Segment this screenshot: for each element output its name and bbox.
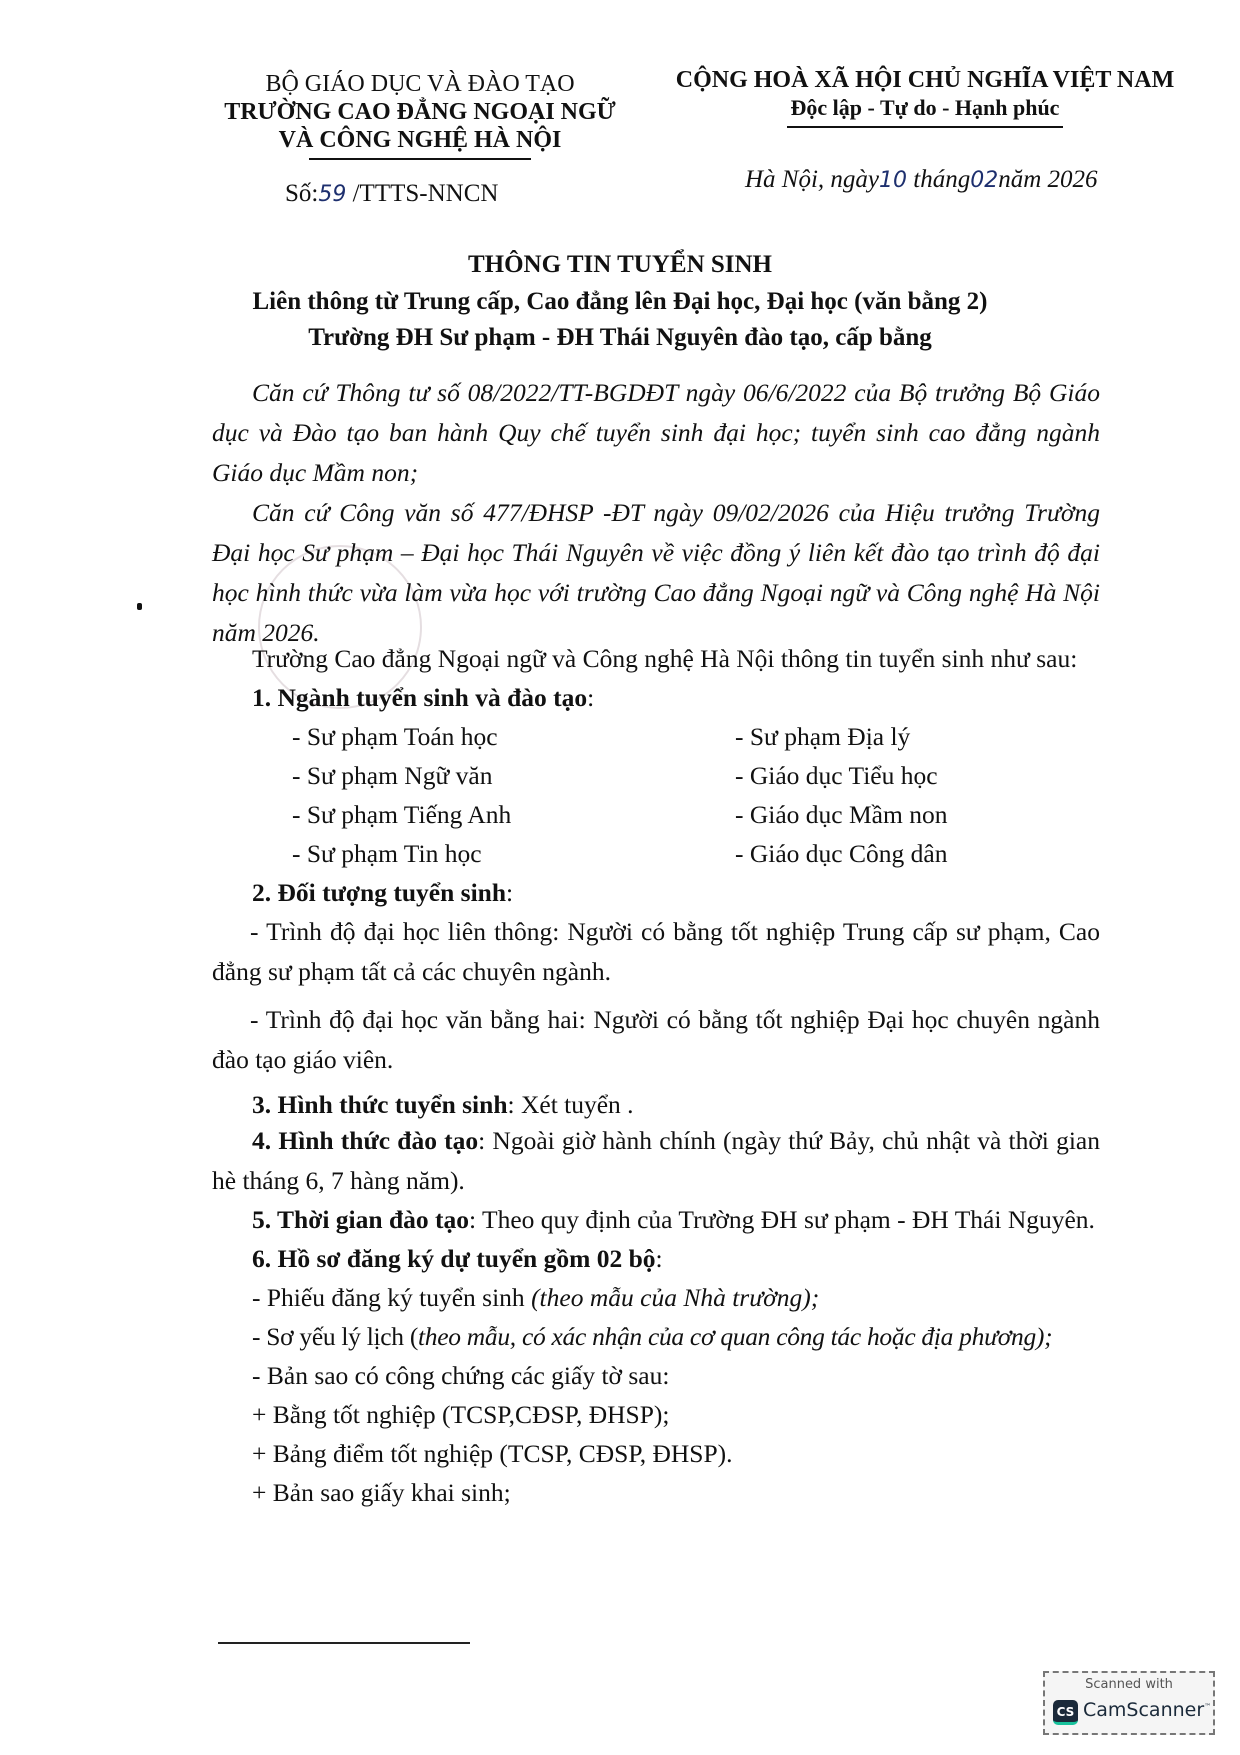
document-number <box>285 180 498 208</box>
section5-text: : Theo quy định của Trường ĐH sư phạm - ĐH Thái Nguyên. <box>469 1205 1095 1234</box>
section2-item-1: - Trình độ đại học liên thông: Người có bằng tốt nghiệp Trung cấp sư phạm, Cao đẳng sư phạm tất cả các chuyên ngành. <box>212 917 1100 986</box>
camscanner-logo-icon: CS <box>1053 1700 1078 1725</box>
major-item: - Sư phạm Địa lý <box>735 722 911 751</box>
brand-name: CamScanner <box>1083 1699 1205 1721</box>
major-item: - Sư phạm Toán học <box>292 722 498 751</box>
section1-colon: : <box>587 683 595 712</box>
dossier-item <box>252 1322 1052 1352</box>
major-item: - Giáo dục Tiểu học <box>735 761 938 790</box>
basis-paragraph-1: Căn cứ Thông tư số 08/2022/TT-BGDĐT ngày 06/6/2022 của Bộ trưởng Bộ Giáo dục và Đào tạo ban hành Quy chế tuyển sinh đại học; tuyển sinh cao đẳng ngành Giáo dục Mầm non; <box>212 378 1100 487</box>
document-subtitle-2: Trường ĐH Sư phạm - ĐH Thái Nguyên đào tạo, cấp bằng <box>308 324 932 351</box>
document-date <box>745 166 1098 194</box>
section3-text: : Xét tuyển . <box>507 1090 634 1119</box>
section4-title: 4. Hình thức đào tạo <box>252 1126 479 1155</box>
section1-heading <box>252 683 594 713</box>
section4-text: : Ngoài giờ hành chính (ngày thứ Bảy, chủ nhật và thời gian hè tháng 6, 7 hàng năm). <box>212 1126 1100 1195</box>
section2-heading <box>252 878 513 908</box>
dossier-item-note: theo mẫu, có xác nhận của cơ quan công tác hoặc địa phương); <box>418 1322 1053 1351</box>
section3 <box>252 1090 634 1120</box>
section1-title: 1. Ngành tuyển sinh và đào tạo <box>252 683 588 712</box>
date-prefix: Hà Nội, ngày <box>745 166 880 193</box>
school-name-line2: VÀ CÔNG NGHỆ HÀ NỘI <box>278 127 562 153</box>
dossier-item: - Bản sao có công chứng các giấy tờ sau: <box>252 1361 670 1390</box>
section5 <box>252 1205 1095 1235</box>
number-handwritten: 59 <box>318 182 347 207</box>
header-right-rule <box>787 126 1063 128</box>
school-name-line1: TRƯỜNG CAO ĐẲNG NGOẠI NGỮ <box>224 99 616 125</box>
nation-name: CỘNG HOÀ XÃ HỘI CHỦ NGHĨA VIỆT NAM <box>675 67 1175 93</box>
section2-item-2: - Trình độ đại học văn bằng hai: Người có bằng tốt nghiệp Đại học chuyên ngành đào tạo giáo viên. <box>212 1005 1100 1074</box>
section3-title: 3. Hình thức tuyển sinh <box>252 1090 508 1119</box>
dossier-item <box>252 1283 819 1313</box>
camscanner-watermark <box>1043 1671 1215 1735</box>
dossier-item-text: - Phiếu đăng ký tuyển sinh <box>252 1283 532 1312</box>
section4 <box>212 1121 1100 1201</box>
document-title: THÔNG TIN TUYỂN SINH <box>467 251 773 278</box>
section6-title: 6. Hồ sơ đăng ký dự tuyển gồm 02 bộ <box>252 1244 656 1273</box>
major-item: - Sư phạm Tiếng Anh <box>292 800 512 829</box>
date-year: năm 2026 <box>998 166 1098 193</box>
dossier-item-text: - Sơ yếu lý lịch ( <box>252 1322 419 1351</box>
footnote-separator <box>218 1642 470 1644</box>
date-month-label: tháng <box>907 166 971 193</box>
header-left <box>190 70 650 160</box>
major-item: - Giáo dục Mầm non <box>735 800 948 829</box>
dossier-item: + Bản sao giấy khai sinh; <box>252 1478 511 1507</box>
section6-colon: : <box>655 1244 663 1273</box>
watermark-brand <box>1083 1699 1211 1721</box>
trademark-mark: ™ <box>1204 1702 1212 1711</box>
national-motto: Độc lập - Tự do - Hạnh phúc <box>790 95 1060 120</box>
document-subtitle-1: Liên thông từ Trung cấp, Cao đẳng lên Đại học, Đại học (văn bằng 2) <box>252 288 988 315</box>
section6-heading <box>252 1244 663 1274</box>
ministry-name: BỘ GIÁO DỤC VÀ ĐÀO TẠO <box>265 71 575 97</box>
watermark-caption: Scanned with <box>1085 1677 1173 1692</box>
section5-title: 5. Thời gian đào tạo <box>252 1205 469 1234</box>
dossier-item-note: (theo mẫu của Nhà trường); <box>531 1283 820 1312</box>
basis-paragraph-2: Căn cứ Công văn số 477/ĐHSP -ĐT ngày 09/02/2026 của Hiệu trưởng Trường Đại học Sư phạm – Đại học Thái Nguyên về việc đồng ý liên kết đào tạo trình độ đại học hình thức vừa làm vừa học với trường Cao đẳng Ngoại ngữ và Công nghệ Hà Nội năm 2026. <box>212 498 1100 647</box>
date-day: 10 <box>879 168 908 193</box>
major-item: - Sư phạm Tin học <box>292 839 482 868</box>
section2-title: 2. Đối tượng tuyển sinh <box>252 878 507 907</box>
number-suffix: /TTTS-NNCN <box>346 180 499 207</box>
date-month: 02 <box>970 168 999 193</box>
number-prefix: Số: <box>285 180 319 207</box>
scan-speck <box>137 603 142 610</box>
major-item: - Giáo dục Công dân <box>735 839 948 868</box>
section2-colon: : <box>506 878 514 907</box>
header-left-rule <box>309 158 531 160</box>
header-right <box>670 66 1180 128</box>
dossier-item: + Bằng tốt nghiệp (TCSP,CĐSP, ĐHSP); <box>252 1400 670 1429</box>
dossier-item: + Bảng điểm tốt nghiệp (TCSP, CĐSP, ĐHSP). <box>252 1439 733 1468</box>
major-item: - Sư phạm Ngữ văn <box>292 761 493 790</box>
intro-text: Trường Cao đẳng Ngoại ngữ và Công nghệ Hà Nội thông tin tuyển sinh như sau: <box>252 644 1078 673</box>
